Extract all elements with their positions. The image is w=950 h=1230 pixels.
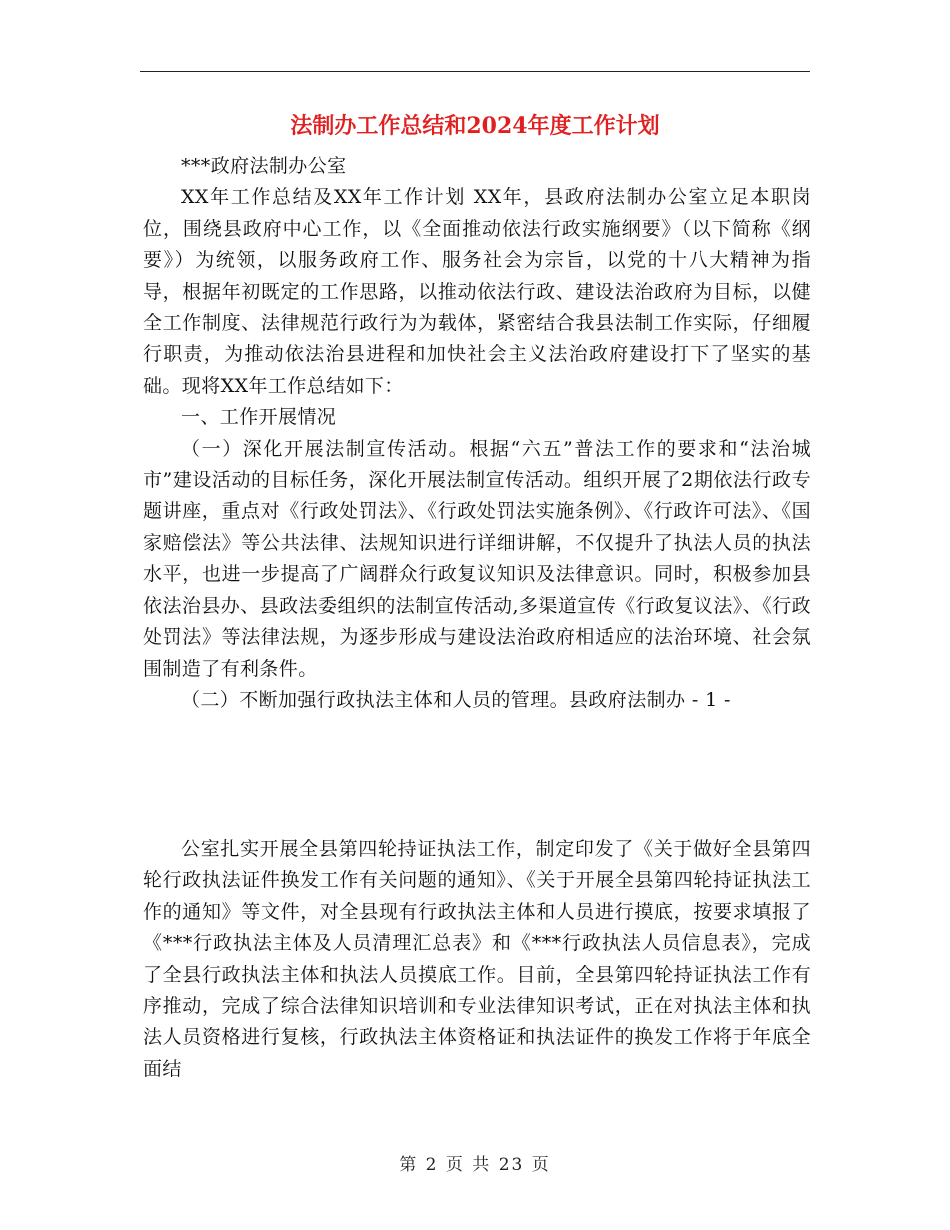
- document-body-lower: [143, 834, 811, 1085]
- author-line: ***政府法制办公室: [181, 155, 347, 177]
- section-heading: 一、工作开展情况: [181, 406, 337, 429]
- document-title: 法制办工作总结和2024年度工作计划: [290, 113, 660, 139]
- paragraph-management-continued: 公室扎实开展全县第四轮持证执法工作，制定印发了《关于做好全县第四轮行政执法证件换发工作有关问题的通知》、《关于开展全县第四轮持证执法工作的通知》等文件，对全县现有行政执法主体和人员进行摸底，按要求填报了《***行政执法主体及人员清理汇总表》和《***行政执法人员信息表》，完成了全县行政执法主体和执法人员摸底工作。目前，全县第四轮持证执法工作有序推动，完成了综合法律知识培训和专业法律知识考试，正在对执法主体和执法人员资格进行复核，行政执法主体资格证和执法证件的换发工作将于年底全面结: [143, 838, 811, 1080]
- page-number-footer: 第 2 页 共 23 页: [399, 1155, 551, 1175]
- paragraph-management-start: （二）不断加强行政执法主体和人员的管理。县政府法制办 - 1 -: [181, 688, 731, 711]
- paragraph-intro: XX年工作总结及XX年工作计划 XX年，县政府法制办公室立足本职岗位，围绕县政府中心工作，以《全面推动依法行政实施纲要》（以下简称《纲要》）为统领，以服务政府工作、服务社会为宗旨，以党的十八大精神为指导，根据年初既定的工作思路，以推动依法行政、建设法治政府为目标，以健全工作制度、法律规范行政行为为载体，紧密结合我县法制工作实际，仔细履行职责，为推动依法治县进程和加快社会主义法治政府建设打下了坚实的基础。现将XX年工作总结如下：: [143, 186, 811, 397]
- paragraph-publicity: （一）深化开展法制宣传活动。根据“六五”普法工作的要求和“法治城市”建设活动的目标任务，深化开展法制宣传活动。组织开展了2期依法行政专题讲座，重点对《行政处罚法》、《行政处罚法实施条例》、《行政许可法》、《国家赔偿法》等公共法律、法规知识进行详细讲解，不仅提升了执法人员的执法水平，也进一步提高了广阔群众行政复议知识及法律意识。同时，积极参加县依法治县办、县政法委组织的法制宣传活动,多渠道宣传《行政复议法》、《行政处罚法》等法律法规，为逐步形成与建设法治政府相适应的法治环境、社会氛围制造了有利条件。: [143, 437, 811, 680]
- header-rule: [140, 71, 810, 72]
- document-body-upper: [143, 151, 811, 716]
